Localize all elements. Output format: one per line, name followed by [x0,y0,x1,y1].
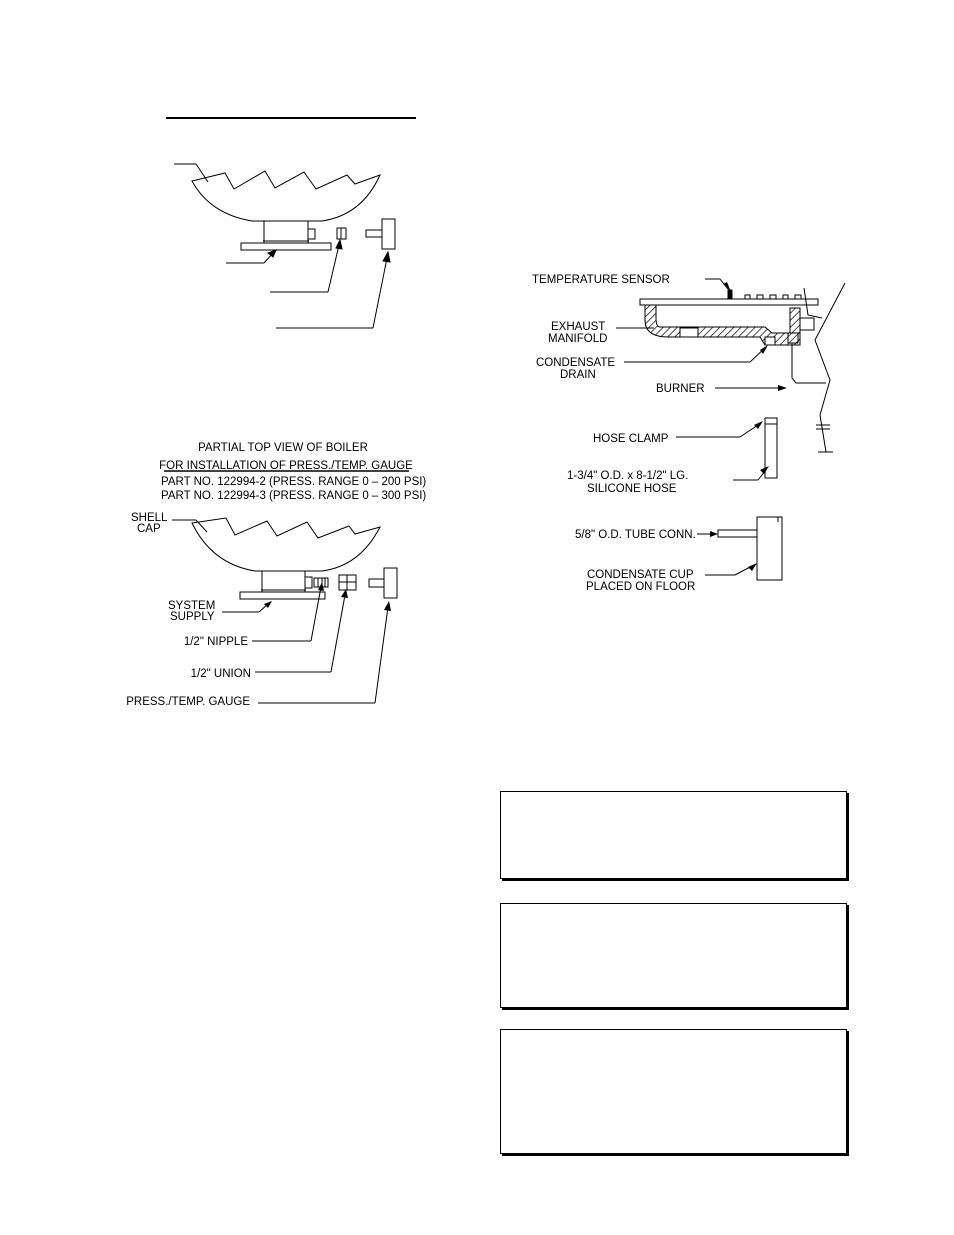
gauge-body-top [382,219,395,249]
burner-label: BURNER [656,383,705,395]
condensate-cup-label-1: CONDENSATE CUP [587,569,694,581]
boiler-flange-top [241,243,331,250]
tube-conn-label: 5/8" O.D. TUBE CONN. [575,529,696,541]
part-number-line-2: PART NO. 122994-3 (PRESS. RANGE 0 – 300 PSI) [161,490,427,502]
gauge-label: PRESS./TEMP. GAUGE [126,696,250,708]
exhaust-manifold [645,305,800,345]
exhaust-manifold-label-2: MANIFOLD [548,333,608,345]
diagram-title: PARTIAL TOP VIEW OF BOILER [198,442,368,454]
diagram-subtitle: FOR INSTALLATION OF PRESS./TEMP. GAUGE [159,460,413,472]
shell-cap-label-1: SHELL [131,512,168,524]
exhaust-manifold-label-1: EXHAUST [551,321,606,333]
notice-box-1 [500,791,847,879]
burner [792,343,826,383]
gauge-installation-diagram [126,442,426,708]
notice-box-3 [500,1029,847,1154]
union-label: 1/2" UNION [190,668,251,680]
boiler-flange [240,592,325,599]
system-supply-label-1: SYSTEM [168,600,216,612]
tube-conn [718,530,757,537]
condensate-drain-label-1: CONDENSATE [536,357,616,369]
flange-bolts [790,308,800,333]
top-plate [640,299,818,305]
shell-cap [192,518,380,571]
condensate-cup [757,517,782,580]
shell-cap-top [192,171,380,221]
press-temp-gauge [384,568,397,598]
part-number-line-1: PART NO. 122994-2 (PRESS. RANGE 0 – 200 PSI) [161,476,427,488]
nipple-label: 1/2" NIPPLE [183,636,248,648]
nipple-top [308,229,315,239]
gauge-stem [369,579,384,587]
system-supply-label-2: SUPPLY [170,611,215,623]
boiler-outline [815,283,845,452]
hose-clamp-label: HOSE CLAMP [593,433,669,445]
condensate-drain-label-2: DRAIN [560,369,596,381]
temperature-sensor [728,290,732,299]
boiler-neck [262,571,305,592]
temperature-sensor-label: TEMPERATURE SENSOR [532,274,670,286]
silicone-hose-label-1: 1-3/4" O.D. x 8-1/2" LG. [567,470,689,482]
condensate-cup-label-2: PLACED ON FLOOR [586,581,696,593]
gauge-assembly-top-diagram [166,118,416,328]
nipple [305,577,312,588]
silicone-hose-label-2: SILICONE HOSE [587,483,677,495]
gauge-stem-top [366,230,382,237]
shell-cap-label-2: CAP [137,523,161,535]
condensate-drain-diagram [532,274,845,593]
notice-box-2 [500,903,847,1008]
boiler-neck-top [264,221,308,243]
